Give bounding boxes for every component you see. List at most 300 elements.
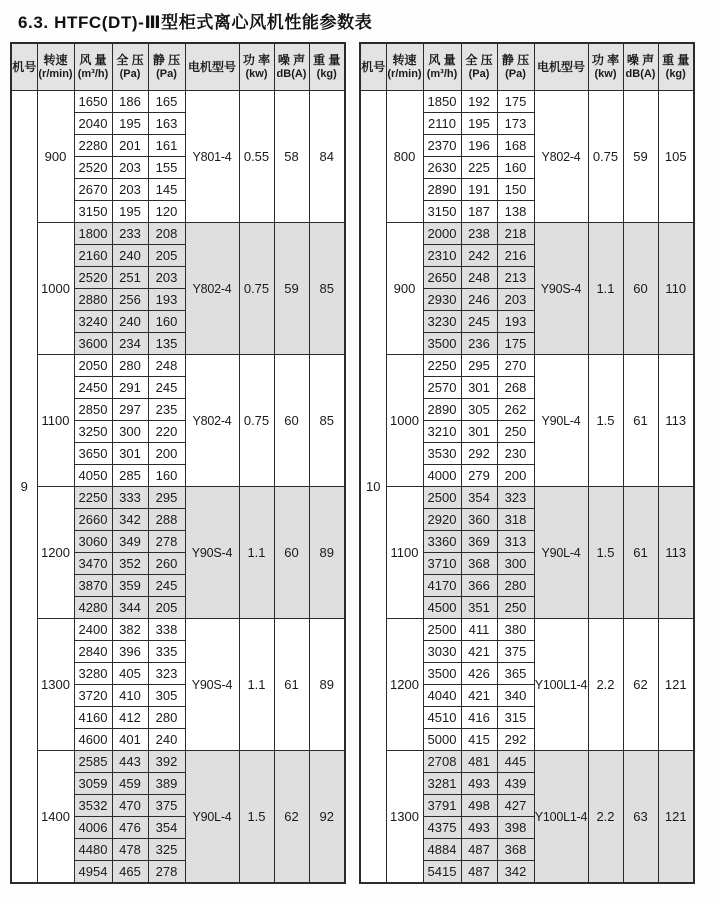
table-row bbox=[360, 751, 694, 773]
table-row bbox=[11, 223, 345, 245]
motor-model-cell: Y90L-4 bbox=[534, 355, 588, 487]
total-pressure-cell: 238 bbox=[461, 223, 497, 245]
total-pressure-cell: 412 bbox=[112, 707, 148, 729]
static-pressure-cell: 240 bbox=[148, 729, 185, 751]
col-header-unit-total-pressure: (Pa) bbox=[468, 67, 490, 80]
total-pressure-cell: 481 bbox=[461, 751, 497, 773]
total-pressure-cell: 203 bbox=[112, 157, 148, 179]
static-pressure-cell: 193 bbox=[497, 311, 534, 333]
noise-cell: 61 bbox=[274, 619, 309, 751]
motor-model-cell: Y100L1-4 bbox=[534, 751, 588, 884]
fan-performance-table-10 bbox=[359, 42, 695, 884]
airflow-cell: 2520 bbox=[74, 267, 112, 289]
static-pressure-cell: 168 bbox=[497, 135, 534, 157]
static-pressure-cell: 368 bbox=[497, 839, 534, 861]
static-pressure-cell: 120 bbox=[148, 201, 185, 223]
static-pressure-cell: 245 bbox=[148, 575, 185, 597]
static-pressure-cell: 193 bbox=[148, 289, 185, 311]
machine-no-cell: 9 bbox=[11, 91, 37, 884]
total-pressure-cell: 476 bbox=[112, 817, 148, 839]
static-pressure-cell: 165 bbox=[148, 91, 185, 113]
total-pressure-cell: 301 bbox=[461, 421, 497, 443]
col-header-noise: 噪 声 dB(A) bbox=[274, 43, 309, 91]
total-pressure-cell: 300 bbox=[112, 421, 148, 443]
airflow-cell: 2280 bbox=[74, 135, 112, 157]
noise-cell: 61 bbox=[623, 487, 658, 619]
total-pressure-cell: 349 bbox=[112, 531, 148, 553]
total-pressure-cell: 426 bbox=[461, 663, 497, 685]
airflow-cell: 2000 bbox=[423, 223, 461, 245]
noise-cell: 60 bbox=[274, 355, 309, 487]
static-pressure-cell: 280 bbox=[497, 575, 534, 597]
col-header-weight: 重 量 (kg) bbox=[658, 43, 694, 91]
static-pressure-cell: 200 bbox=[148, 443, 185, 465]
motor-model-cell: Y90S-4 bbox=[534, 223, 588, 355]
airflow-cell: 2840 bbox=[74, 641, 112, 663]
total-pressure-cell: 411 bbox=[461, 619, 497, 641]
airflow-cell: 3281 bbox=[423, 773, 461, 795]
airflow-cell: 2400 bbox=[74, 619, 112, 641]
total-pressure-cell: 498 bbox=[461, 795, 497, 817]
rpm-cell: 1300 bbox=[386, 751, 423, 884]
static-pressure-cell: 318 bbox=[497, 509, 534, 531]
col-header-rpm: 转速 (r/min) bbox=[37, 43, 74, 91]
static-pressure-cell: 325 bbox=[148, 839, 185, 861]
weight-cell: 110 bbox=[658, 223, 694, 355]
motor-model-cell: Y90L-4 bbox=[534, 487, 588, 619]
airflow-cell: 3470 bbox=[74, 553, 112, 575]
total-pressure-cell: 410 bbox=[112, 685, 148, 707]
col-header-unit-static-pressure: (Pa) bbox=[505, 67, 526, 80]
table-row bbox=[360, 223, 694, 245]
static-pressure-cell: 248 bbox=[148, 355, 185, 377]
static-pressure-cell: 270 bbox=[497, 355, 534, 377]
total-pressure-cell: 351 bbox=[461, 597, 497, 619]
total-pressure-cell: 187 bbox=[461, 201, 497, 223]
power-cell: 0.75 bbox=[239, 355, 274, 487]
airflow-cell: 4480 bbox=[74, 839, 112, 861]
static-pressure-cell: 375 bbox=[148, 795, 185, 817]
static-pressure-cell: 338 bbox=[148, 619, 185, 641]
power-cell: 0.75 bbox=[239, 223, 274, 355]
total-pressure-cell: 242 bbox=[461, 245, 497, 267]
total-pressure-cell: 487 bbox=[461, 839, 497, 861]
header-row bbox=[11, 43, 345, 91]
static-pressure-cell: 427 bbox=[497, 795, 534, 817]
airflow-cell: 1650 bbox=[74, 91, 112, 113]
airflow-cell: 3240 bbox=[74, 311, 112, 333]
total-pressure-cell: 297 bbox=[112, 399, 148, 421]
power-cell: 1.1 bbox=[239, 619, 274, 751]
static-pressure-cell: 150 bbox=[497, 179, 534, 201]
col-header-unit-static-pressure: (Pa) bbox=[156, 67, 177, 80]
total-pressure-cell: 248 bbox=[461, 267, 497, 289]
static-pressure-cell: 292 bbox=[497, 729, 534, 751]
static-pressure-cell: 262 bbox=[497, 399, 534, 421]
airflow-cell: 5415 bbox=[423, 861, 461, 884]
airflow-cell: 2650 bbox=[423, 267, 461, 289]
total-pressure-cell: 246 bbox=[461, 289, 497, 311]
total-pressure-cell: 487 bbox=[461, 861, 497, 884]
static-pressure-cell: 208 bbox=[148, 223, 185, 245]
col-header-unit-airflow: (m³/h) bbox=[426, 67, 458, 80]
rpm-cell: 800 bbox=[386, 91, 423, 223]
static-pressure-cell: 205 bbox=[148, 597, 185, 619]
power-cell: 1.1 bbox=[239, 487, 274, 619]
table-row bbox=[11, 487, 345, 509]
weight-cell: 92 bbox=[309, 751, 345, 884]
airflow-cell: 3150 bbox=[423, 201, 461, 223]
static-pressure-cell: 216 bbox=[497, 245, 534, 267]
airflow-cell: 3150 bbox=[74, 201, 112, 223]
static-pressure-cell: 250 bbox=[497, 421, 534, 443]
static-pressure-cell: 315 bbox=[497, 707, 534, 729]
total-pressure-cell: 191 bbox=[461, 179, 497, 201]
static-pressure-cell: 138 bbox=[497, 201, 534, 223]
static-pressure-cell: 398 bbox=[497, 817, 534, 839]
airflow-cell: 3500 bbox=[423, 663, 461, 685]
static-pressure-cell: 288 bbox=[148, 509, 185, 531]
airflow-cell: 4280 bbox=[74, 597, 112, 619]
airflow-cell: 2890 bbox=[423, 179, 461, 201]
total-pressure-cell: 396 bbox=[112, 641, 148, 663]
total-pressure-cell: 465 bbox=[112, 861, 148, 884]
static-pressure-cell: 160 bbox=[148, 311, 185, 333]
static-pressure-cell: 354 bbox=[148, 817, 185, 839]
static-pressure-cell: 145 bbox=[148, 179, 185, 201]
power-cell: 2.2 bbox=[588, 619, 623, 751]
airflow-cell: 2370 bbox=[423, 135, 461, 157]
noise-cell: 58 bbox=[274, 91, 309, 223]
total-pressure-cell: 421 bbox=[461, 685, 497, 707]
rpm-cell: 1200 bbox=[37, 487, 74, 619]
weight-cell: 121 bbox=[658, 619, 694, 751]
static-pressure-cell: 323 bbox=[497, 487, 534, 509]
airflow-cell: 2630 bbox=[423, 157, 461, 179]
total-pressure-cell: 405 bbox=[112, 663, 148, 685]
static-pressure-cell: 230 bbox=[497, 443, 534, 465]
airflow-cell: 4160 bbox=[74, 707, 112, 729]
weight-cell: 89 bbox=[309, 619, 345, 751]
power-cell: 0.55 bbox=[239, 91, 274, 223]
motor-model-cell: Y802-4 bbox=[185, 355, 239, 487]
total-pressure-cell: 291 bbox=[112, 377, 148, 399]
fan-performance-table-9 bbox=[10, 42, 346, 884]
airflow-cell: 4000 bbox=[423, 465, 461, 487]
static-pressure-cell: 365 bbox=[497, 663, 534, 685]
airflow-cell: 2050 bbox=[74, 355, 112, 377]
airflow-cell: 4954 bbox=[74, 861, 112, 884]
total-pressure-cell: 354 bbox=[461, 487, 497, 509]
static-pressure-cell: 203 bbox=[497, 289, 534, 311]
total-pressure-cell: 301 bbox=[461, 377, 497, 399]
static-pressure-cell: 445 bbox=[497, 751, 534, 773]
airflow-cell: 4500 bbox=[423, 597, 461, 619]
total-pressure-cell: 225 bbox=[461, 157, 497, 179]
total-pressure-cell: 203 bbox=[112, 179, 148, 201]
static-pressure-cell: 218 bbox=[497, 223, 534, 245]
total-pressure-cell: 352 bbox=[112, 553, 148, 575]
total-pressure-cell: 369 bbox=[461, 531, 497, 553]
total-pressure-cell: 493 bbox=[461, 773, 497, 795]
rpm-cell: 1400 bbox=[37, 751, 74, 884]
total-pressure-cell: 292 bbox=[461, 443, 497, 465]
total-pressure-cell: 196 bbox=[461, 135, 497, 157]
static-pressure-cell: 235 bbox=[148, 399, 185, 421]
total-pressure-cell: 470 bbox=[112, 795, 148, 817]
total-pressure-cell: 192 bbox=[461, 91, 497, 113]
col-header-unit-power: (kw) bbox=[245, 67, 268, 80]
col-header-static-pressure: 静 压 (Pa) bbox=[497, 43, 534, 91]
airflow-cell: 2250 bbox=[74, 487, 112, 509]
tables-container bbox=[10, 42, 712, 884]
static-pressure-cell: 278 bbox=[148, 861, 185, 884]
table-row bbox=[360, 91, 694, 113]
total-pressure-cell: 366 bbox=[461, 575, 497, 597]
airflow-cell: 2110 bbox=[423, 113, 461, 135]
total-pressure-cell: 478 bbox=[112, 839, 148, 861]
total-pressure-cell: 280 bbox=[112, 355, 148, 377]
static-pressure-cell: 389 bbox=[148, 773, 185, 795]
power-cell: 1.5 bbox=[588, 487, 623, 619]
rpm-cell: 1100 bbox=[386, 487, 423, 619]
static-pressure-cell: 295 bbox=[148, 487, 185, 509]
table-row bbox=[11, 91, 345, 113]
total-pressure-cell: 245 bbox=[461, 311, 497, 333]
airflow-cell: 2520 bbox=[74, 157, 112, 179]
static-pressure-cell: 245 bbox=[148, 377, 185, 399]
airflow-cell: 2450 bbox=[74, 377, 112, 399]
header-row bbox=[360, 43, 694, 91]
total-pressure-cell: 360 bbox=[461, 509, 497, 531]
airflow-cell: 3059 bbox=[74, 773, 112, 795]
airflow-cell: 3710 bbox=[423, 553, 461, 575]
airflow-cell: 3720 bbox=[74, 685, 112, 707]
total-pressure-cell: 201 bbox=[112, 135, 148, 157]
motor-model-cell: Y802-4 bbox=[534, 91, 588, 223]
airflow-cell: 2500 bbox=[423, 619, 461, 641]
airflow-cell: 3210 bbox=[423, 421, 461, 443]
static-pressure-cell: 278 bbox=[148, 531, 185, 553]
static-pressure-cell: 160 bbox=[148, 465, 185, 487]
col-header-static-pressure: 静 压 (Pa) bbox=[148, 43, 185, 91]
weight-cell: 105 bbox=[658, 91, 694, 223]
machine-no-cell: 10 bbox=[360, 91, 386, 884]
static-pressure-cell: 392 bbox=[148, 751, 185, 773]
total-pressure-cell: 359 bbox=[112, 575, 148, 597]
static-pressure-cell: 203 bbox=[148, 267, 185, 289]
col-header-unit-weight: (kg) bbox=[316, 67, 337, 80]
weight-cell: 121 bbox=[658, 751, 694, 884]
col-header-noise: 噪 声 dB(A) bbox=[623, 43, 658, 91]
total-pressure-cell: 416 bbox=[461, 707, 497, 729]
static-pressure-cell: 160 bbox=[497, 157, 534, 179]
static-pressure-cell: 205 bbox=[148, 245, 185, 267]
airflow-cell: 2670 bbox=[74, 179, 112, 201]
table-row bbox=[11, 355, 345, 377]
col-header-machine-no: 机号 bbox=[360, 43, 386, 91]
airflow-cell: 2500 bbox=[423, 487, 461, 509]
airflow-cell: 3600 bbox=[74, 333, 112, 355]
airflow-cell: 3870 bbox=[74, 575, 112, 597]
airflow-cell: 4050 bbox=[74, 465, 112, 487]
static-pressure-cell: 380 bbox=[497, 619, 534, 641]
motor-model-cell: Y90S-4 bbox=[185, 487, 239, 619]
airflow-cell: 4884 bbox=[423, 839, 461, 861]
airflow-cell: 4375 bbox=[423, 817, 461, 839]
rpm-cell: 1000 bbox=[37, 223, 74, 355]
col-header-weight: 重 量 (kg) bbox=[309, 43, 345, 91]
static-pressure-cell: 260 bbox=[148, 553, 185, 575]
airflow-cell: 2880 bbox=[74, 289, 112, 311]
airflow-cell: 1800 bbox=[74, 223, 112, 245]
airflow-cell: 2160 bbox=[74, 245, 112, 267]
static-pressure-cell: 305 bbox=[148, 685, 185, 707]
rpm-cell: 1300 bbox=[37, 619, 74, 751]
airflow-cell: 5000 bbox=[423, 729, 461, 751]
static-pressure-cell: 155 bbox=[148, 157, 185, 179]
rpm-cell: 1100 bbox=[37, 355, 74, 487]
power-cell: 1.5 bbox=[239, 751, 274, 884]
motor-model-cell: Y100L1-4 bbox=[534, 619, 588, 751]
static-pressure-cell: 161 bbox=[148, 135, 185, 157]
rpm-cell: 900 bbox=[37, 91, 74, 223]
weight-cell: 89 bbox=[309, 487, 345, 619]
col-header-unit-airflow: (m³/h) bbox=[77, 67, 109, 80]
airflow-cell: 3532 bbox=[74, 795, 112, 817]
airflow-cell: 2250 bbox=[423, 355, 461, 377]
static-pressure-cell: 175 bbox=[497, 91, 534, 113]
static-pressure-cell: 135 bbox=[148, 333, 185, 355]
total-pressure-cell: 382 bbox=[112, 619, 148, 641]
table-row bbox=[11, 619, 345, 641]
airflow-cell: 3650 bbox=[74, 443, 112, 465]
airflow-cell: 3030 bbox=[423, 641, 461, 663]
col-header-airflow: 风 量 (m³/h) bbox=[74, 43, 112, 91]
airflow-cell: 2660 bbox=[74, 509, 112, 531]
page-title: 6.3. HTFC(DT)-Ⅲ型柜式离心风机性能参数表 bbox=[18, 13, 373, 32]
static-pressure-cell: 300 bbox=[497, 553, 534, 575]
col-header-unit-noise: dB(A) bbox=[625, 67, 656, 80]
total-pressure-cell: 295 bbox=[461, 355, 497, 377]
total-pressure-cell: 240 bbox=[112, 311, 148, 333]
col-header-machine-no: 机号 bbox=[11, 43, 37, 91]
static-pressure-cell: 175 bbox=[497, 333, 534, 355]
total-pressure-cell: 344 bbox=[112, 597, 148, 619]
static-pressure-cell: 213 bbox=[497, 267, 534, 289]
total-pressure-cell: 443 bbox=[112, 751, 148, 773]
airflow-cell: 2920 bbox=[423, 509, 461, 531]
airflow-cell: 3791 bbox=[423, 795, 461, 817]
airflow-cell: 4170 bbox=[423, 575, 461, 597]
static-pressure-cell: 342 bbox=[497, 861, 534, 884]
col-header-total-pressure: 全 压 (Pa) bbox=[112, 43, 148, 91]
noise-cell: 60 bbox=[274, 487, 309, 619]
power-cell: 1.5 bbox=[588, 355, 623, 487]
airflow-cell: 3280 bbox=[74, 663, 112, 685]
table-row bbox=[360, 619, 694, 641]
table-row bbox=[11, 751, 345, 773]
power-cell: 2.2 bbox=[588, 751, 623, 884]
static-pressure-cell: 163 bbox=[148, 113, 185, 135]
weight-cell: 84 bbox=[309, 91, 345, 223]
total-pressure-cell: 234 bbox=[112, 333, 148, 355]
col-header-unit-power: (kw) bbox=[594, 67, 617, 80]
static-pressure-cell: 313 bbox=[497, 531, 534, 553]
noise-cell: 63 bbox=[623, 751, 658, 884]
static-pressure-cell: 323 bbox=[148, 663, 185, 685]
rpm-cell: 1200 bbox=[386, 619, 423, 751]
airflow-cell: 2850 bbox=[74, 399, 112, 421]
weight-cell: 113 bbox=[658, 487, 694, 619]
power-cell: 0.75 bbox=[588, 91, 623, 223]
total-pressure-cell: 301 bbox=[112, 443, 148, 465]
total-pressure-cell: 459 bbox=[112, 773, 148, 795]
rpm-cell: 900 bbox=[386, 223, 423, 355]
total-pressure-cell: 240 bbox=[112, 245, 148, 267]
static-pressure-cell: 173 bbox=[497, 113, 534, 135]
total-pressure-cell: 186 bbox=[112, 91, 148, 113]
total-pressure-cell: 251 bbox=[112, 267, 148, 289]
table-row bbox=[360, 487, 694, 509]
static-pressure-cell: 250 bbox=[497, 597, 534, 619]
static-pressure-cell: 268 bbox=[497, 377, 534, 399]
col-header-total-pressure: 全 压 (Pa) bbox=[461, 43, 497, 91]
col-header-rpm: 转速 (r/min) bbox=[386, 43, 423, 91]
airflow-cell: 2890 bbox=[423, 399, 461, 421]
rpm-cell: 1000 bbox=[386, 355, 423, 487]
total-pressure-cell: 279 bbox=[461, 465, 497, 487]
static-pressure-cell: 439 bbox=[497, 773, 534, 795]
col-header-unit-weight: (kg) bbox=[665, 67, 686, 80]
noise-cell: 62 bbox=[623, 619, 658, 751]
airflow-cell: 3060 bbox=[74, 531, 112, 553]
col-header-power: 功 率 (kw) bbox=[588, 43, 623, 91]
static-pressure-cell: 335 bbox=[148, 641, 185, 663]
total-pressure-cell: 421 bbox=[461, 641, 497, 663]
total-pressure-cell: 195 bbox=[112, 201, 148, 223]
table-row bbox=[360, 355, 694, 377]
total-pressure-cell: 493 bbox=[461, 817, 497, 839]
static-pressure-cell: 280 bbox=[148, 707, 185, 729]
airflow-cell: 3360 bbox=[423, 531, 461, 553]
static-pressure-cell: 375 bbox=[497, 641, 534, 663]
total-pressure-cell: 305 bbox=[461, 399, 497, 421]
static-pressure-cell: 340 bbox=[497, 685, 534, 707]
noise-cell: 62 bbox=[274, 751, 309, 884]
airflow-cell: 4040 bbox=[423, 685, 461, 707]
col-header-unit-rpm: (r/min) bbox=[38, 67, 73, 80]
airflow-cell: 3500 bbox=[423, 333, 461, 355]
total-pressure-cell: 415 bbox=[461, 729, 497, 751]
airflow-cell: 2040 bbox=[74, 113, 112, 135]
noise-cell: 59 bbox=[274, 223, 309, 355]
total-pressure-cell: 233 bbox=[112, 223, 148, 245]
total-pressure-cell: 285 bbox=[112, 465, 148, 487]
total-pressure-cell: 195 bbox=[112, 113, 148, 135]
col-header-power: 功 率 (kw) bbox=[239, 43, 274, 91]
weight-cell: 85 bbox=[309, 355, 345, 487]
col-header-airflow: 风 量 (m³/h) bbox=[423, 43, 461, 91]
total-pressure-cell: 342 bbox=[112, 509, 148, 531]
weight-cell: 85 bbox=[309, 223, 345, 355]
weight-cell: 113 bbox=[658, 355, 694, 487]
static-pressure-cell: 200 bbox=[497, 465, 534, 487]
airflow-cell: 4600 bbox=[74, 729, 112, 751]
total-pressure-cell: 195 bbox=[461, 113, 497, 135]
airflow-cell: 4006 bbox=[74, 817, 112, 839]
noise-cell: 61 bbox=[623, 355, 658, 487]
